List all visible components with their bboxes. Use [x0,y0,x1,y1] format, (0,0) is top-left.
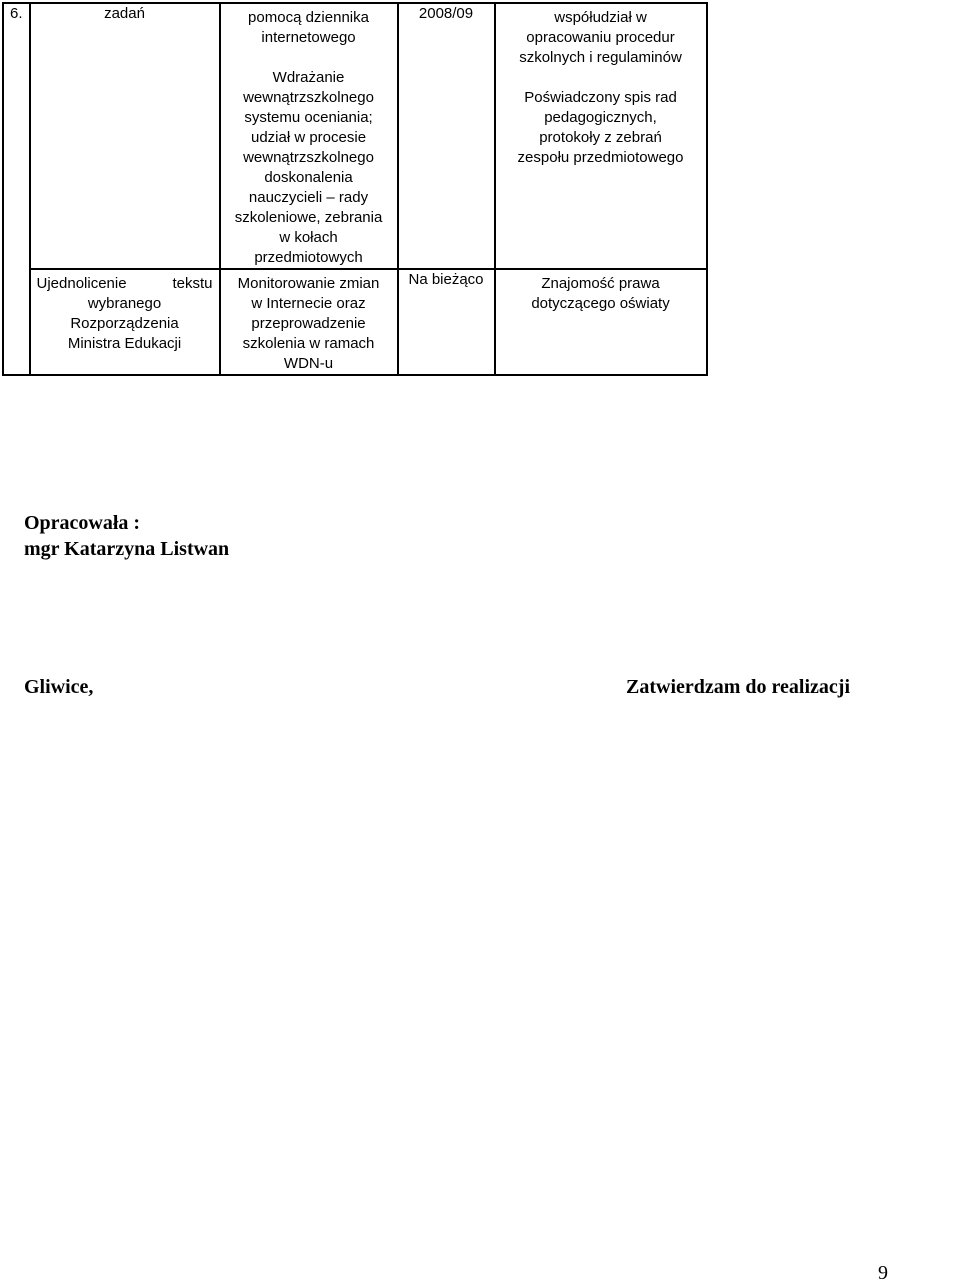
table-row [3,269,707,375]
method-line: przeprowadzenie [251,315,366,332]
effect-cell [495,269,707,375]
method-line: internetowego [261,29,356,46]
method-line: przedmiotowych [254,249,363,266]
topic-cell [30,3,220,269]
page-number: 9 [878,1262,888,1284]
effect-line: pedagogicznych, [544,109,657,126]
date-value: 2008/09 [418,5,474,22]
method-line: Wdrażanie [272,69,345,86]
city-label: Gliwice, [24,676,94,698]
topic-continuation: zadań [104,5,145,22]
effect-line: Poświadczony spis rad [524,89,677,106]
row-number: 6. [10,5,23,22]
date-cell [398,3,495,269]
topic-line: Rozporządzenia [70,315,179,332]
effect-cell [495,3,707,269]
topic-cell [30,269,220,375]
date-cell [398,269,495,375]
topic-line: wybranego [87,295,162,312]
method-line: systemu oceniania; [244,109,373,126]
method-line: Monitorowanie zmian [237,275,380,292]
effect-line: opracowaniu procedur [526,29,675,46]
plan-table [2,2,708,376]
effect-line: szkolnych i regulaminów [519,49,682,66]
author-name: mgr Katarzyna Listwan [24,538,230,560]
topic-word: tekstu [172,275,213,292]
method-line: pomocą dziennika [248,9,369,26]
approval-label: Zatwierdzam do realizacji [626,676,851,698]
method-line: szkolenia w ramach [242,335,375,352]
date-value: Na bieżąco [408,271,484,288]
method-cell [220,269,398,375]
table-row [3,3,707,269]
author-label: Opracowała : [24,512,141,534]
effect-line: Znajomość prawa [541,275,660,292]
method-line: udział w procesie [250,129,367,146]
effect-line: zespołu przedmiotowego [517,149,684,166]
effect-line: dotyczącego oświaty [531,295,670,312]
method-line: WDN-u [283,355,334,372]
effect-line: współudział w [554,9,647,26]
topic-line: Ministra Edukacji [67,335,182,352]
method-line: wewnątrzszkolnego [243,89,374,106]
method-line: w kołach [279,229,338,246]
method-line: szkoleniowe, zebrania [234,209,383,226]
method-line: doskonalenia [264,169,353,186]
effect-line: protokoły z zebrań [539,129,662,146]
method-line: nauczycieli – rady [248,189,369,206]
number-cell [3,3,30,375]
method-line: w Internecie oraz [251,295,366,312]
method-cell [220,3,398,269]
topic-word: Ujednolicenie [36,275,127,292]
author-block [24,510,229,562]
method-line: wewnątrzszkolnego [243,149,374,166]
